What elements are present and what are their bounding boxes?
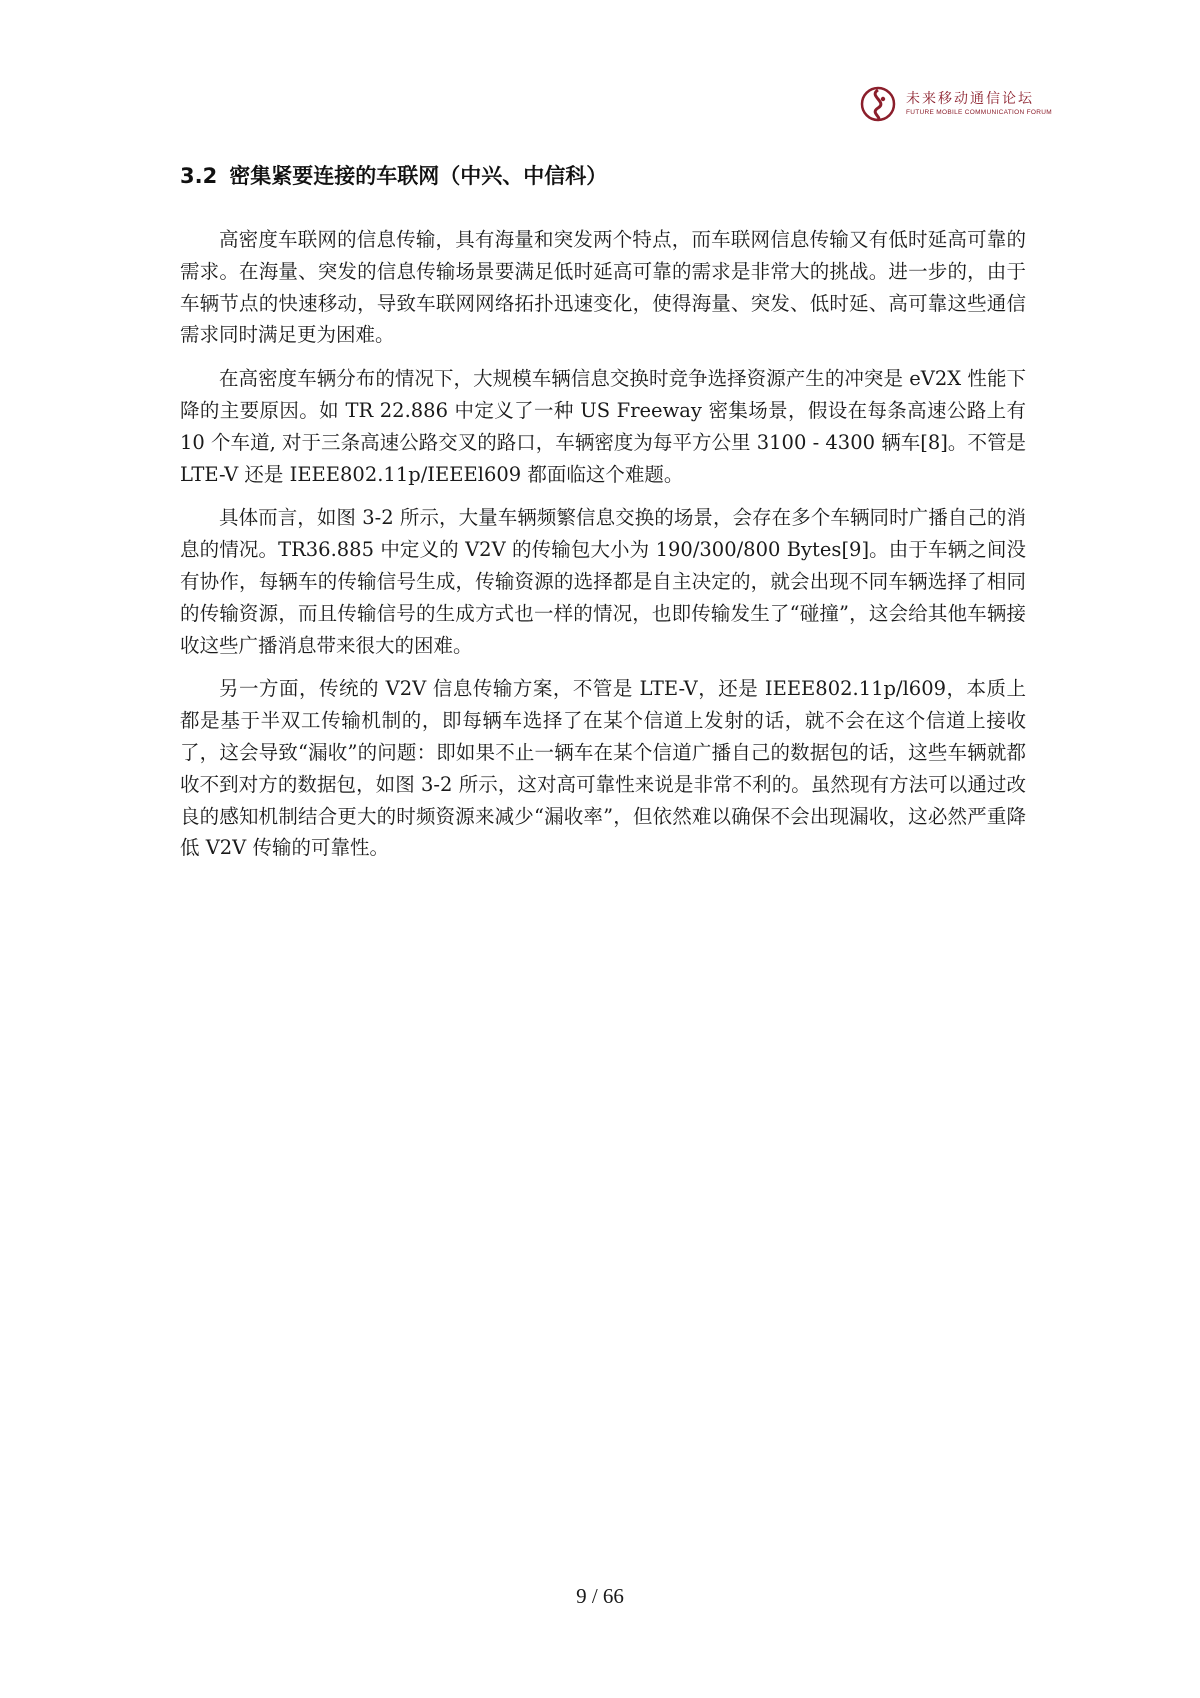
logo-text: [906, 92, 1052, 117]
paragraph: 具体而言，如图 3-2 所示，大量车辆频繁信息交换的场景，会存在多个车辆同时广播自己的消息的情况。TR36.885 中定义的 V2V 的传输包大小为 190/300/800 Bytes[9]。由于车辆之间没有协作，每辆车的传输信号生成，传输资源的选择都是自主决定的，就会出现不同车辆选择了相同的传输资源，而且传输信号的生成方式也一样的情况，也即传输发生了“碰撞”，这会给其他车辆接收这些广播消息带来很大的困难。: [180, 506, 1026, 657]
paragraph: 另一方面，传统的 V2V 信息传输方案，不管是 LTE-V，还是 IEEE802.11p/l609，本质上都是基于半双工传输机制的，即每辆车选择了在某个信道上发射的话，就不会在这个信道上接收了，这会导致“漏收”的问题：即如果不止一辆车在某个信道广播自己的数据包的话，这些车辆就都收不到对方的数据包，如图 3-2 所示，这对高可靠性来说是非常不利的。虽然现有方法可以通过改良的感知机制结合更大的时频资源来减少“漏收率”，但依然难以确保不会出现漏收，这必然严重降低 V2V 传输的可靠性。: [180, 677, 1026, 860]
forum-logo-icon: [860, 86, 896, 122]
section-title: 密集紧要连接的车联网（中兴、中信科）: [229, 164, 608, 188]
section-heading: [180, 160, 607, 190]
page-number: 9 / 66: [576, 1584, 624, 1608]
logo-chinese-name: 未来移动通信论坛: [906, 90, 1034, 107]
paragraph: 在高密度车辆分布的情况下，大规模车辆信息交换时竞争选择资源产生的冲突是 eV2X 性能下降的主要原因。如 TR 22.886 中定义了一种 US Freeway 密集场景，假设在每条高速公路上有 10 个车道, 对于三条高速公路交叉的路口，车辆密度为每平方公里 3100 - 4300 辆车[8]。不管是 LTE-V 还是 IEEE802.11p/IEEEl609 都面临这个难题。: [180, 367, 1026, 486]
section-body: [180, 224, 1026, 876]
logo-english-name: FUTURE MOBILE COMMUNICATION FORUM: [906, 109, 1052, 117]
section-number: 3.2: [180, 164, 218, 188]
forum-logo: [860, 84, 1060, 124]
paragraph: 高密度车联网的信息传输，具有海量和突发两个特点，而车联网信息传输又有低时延高可靠的需求。在海量、突发的信息传输场景要满足低时延高可靠的需求是非常大的挑战。进一步的，由于车辆节点的快速移动，导致车联网网络拓扑迅速变化，使得海量、突发、低时延、高可靠这些通信需求同时满足更为困难。: [180, 228, 1026, 347]
